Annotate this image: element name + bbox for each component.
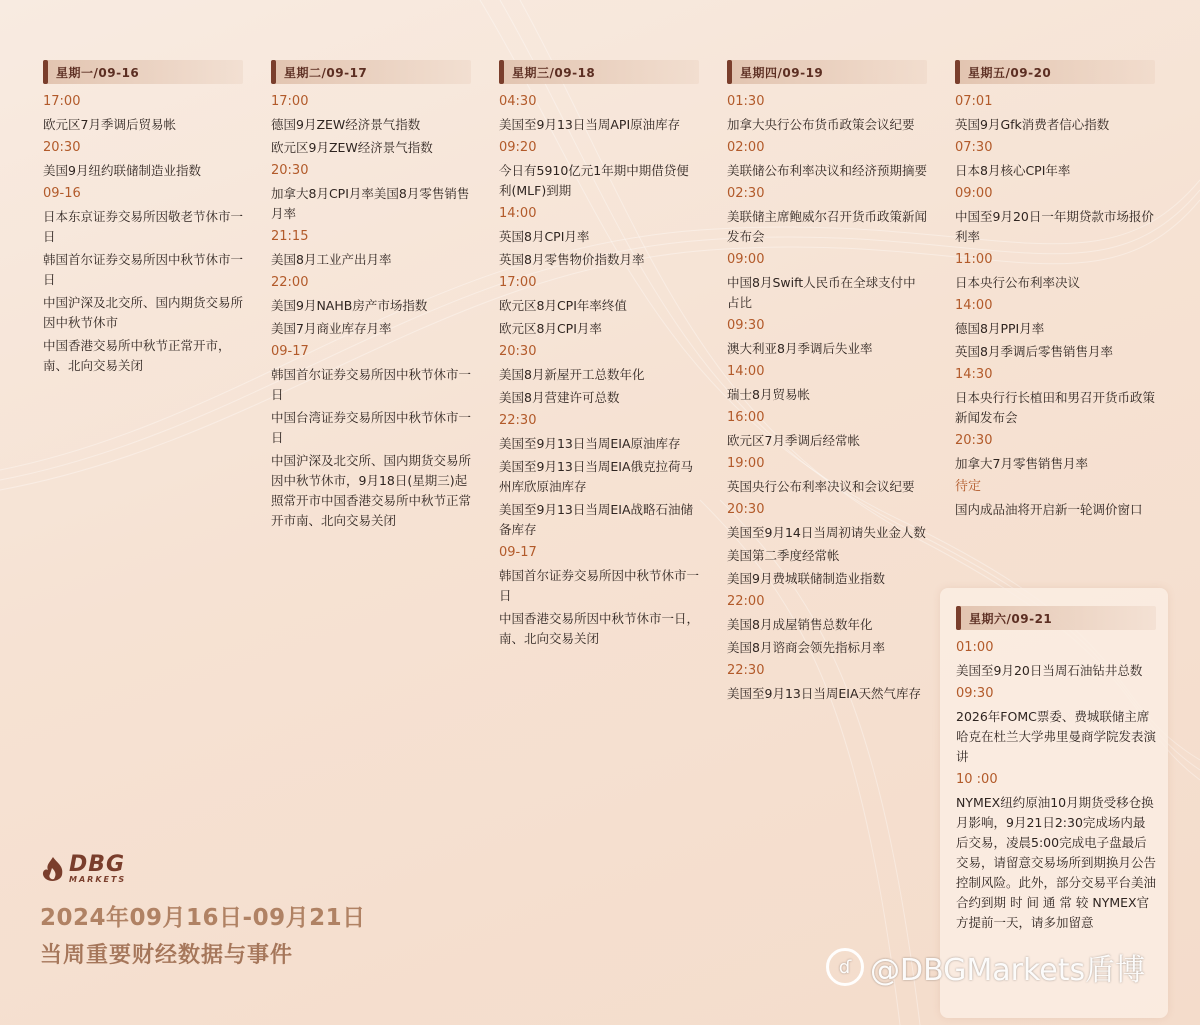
event-item: 欧元区7月季调后经常帐 [727,433,860,448]
event-item: 加拿大7月零售销售月率 [955,456,1088,471]
day-header [955,60,1155,84]
event-item: 中国8月Swift人民币在全球支付中占比 [727,275,916,310]
header-accent-bar [499,60,504,84]
event-time: 20:30 [43,140,81,155]
flame-icon [40,856,66,884]
event-item: 英国9月Gfk消费者信心指数 [955,117,1110,132]
day-label: 星期三/09-18 [512,65,596,80]
event-time: 16:00 [727,410,765,425]
event-item: 英国8月CPI月率 [499,229,590,244]
event-item: 日本央行公布利率决议 [955,275,1081,290]
event-item: NYMEX纽约原油10月期货受移仓换月影响，9月21日2:30完成场内最后交易，凌晨5:00完成电子盘最后交易，请留意交易场所到期换月公告控制风险。此外，部分交易平台美油合约到期 时 间 通 常 较 NYMEX官方提前一天，请多加留意 [956,795,1157,930]
entries [499,92,699,649]
event-time: 09-16 [43,186,81,201]
event-item: 德国9月ZEW经济景气指数 [271,117,421,132]
event-item: 中国至9月20日一年期贷款市场报价利率 [955,209,1154,244]
header-accent-bar [271,60,276,84]
event-time: 10 :00 [956,772,998,787]
event-item: 美国8月工业产出月率 [271,252,392,267]
event-item: 英国8月季调后零售销售月率 [955,344,1113,359]
header-accent-bar [956,606,961,630]
event-time: 17:00 [271,94,309,109]
day-column-friday [955,60,1155,520]
watermark-text: @DBGMarkets盾博 [870,953,1146,988]
entries [956,638,1156,933]
event-item: 欧元区7月季调后贸易帐 [43,117,176,132]
event-item: 瑞士8月贸易帐 [727,387,810,402]
event-time: 20:30 [955,433,993,448]
day-header [727,60,927,84]
event-item: 英国央行公布利率决议和会议纪要 [727,479,915,494]
event-time: 07:30 [955,140,993,155]
header-accent-bar [43,60,48,84]
event-time: 01:30 [727,94,765,109]
day-label: 星期五/09-20 [968,65,1052,80]
event-item: 美国至9月13日当周EIA俄克拉荷马州库欣原油库存 [499,459,693,494]
event-item: 欧元区8月CPI月率 [499,321,602,336]
day-header [271,60,471,84]
event-item: 国内成品油将开启新一轮调价窗口 [955,502,1143,517]
event-time: 11:00 [955,252,993,267]
event-item: 美国至9月13日当周API原油库存 [499,117,681,132]
day-column-monday [43,60,243,376]
event-item: 美国9月纽约联储制造业指数 [43,163,201,178]
event-item: 澳大利亚8月季调后失业率 [727,341,873,356]
event-time: 19:00 [727,456,765,471]
event-time: 09:30 [727,318,765,333]
weibo-icon: ɗ [826,948,864,986]
day-header [956,606,1156,630]
event-time: 14:30 [955,367,993,382]
event-item: 今日有5910亿元1年期中期借贷便利(MLF)到期 [499,163,689,198]
entries [271,92,471,531]
event-time: 22:30 [727,663,765,678]
event-time: 09:00 [727,252,765,267]
event-item: 中国台湾证券交易所因中秋节休市一日 [271,410,472,445]
event-item: 美国至9月13日当周EIA原油库存 [499,436,681,451]
event-time: 22:00 [271,275,309,290]
event-item: 加拿大央行公布货币政策会议纪要 [727,117,915,132]
header-accent-bar [955,60,960,84]
event-item: 日本东京证券交易所因敬老节休市一日 [43,209,244,244]
day-column-tuesday [271,60,471,531]
event-time: 09:30 [956,686,994,701]
event-item: 德国8月PPI月率 [955,321,1045,336]
event-item: 美国至9月13日当周EIA天然气库存 [727,686,921,701]
event-time: 09:00 [955,186,993,201]
event-item: 韩国首尔证券交易所因中秋节休市一日 [43,252,244,287]
event-item: 中国沪深及北交所、国内期货交易所因中秋节休市，9月18日(星期三)起照常开市中国香港交易所中秋节正常开市南、北向交易关闭 [271,453,472,528]
event-item: 美国9月NAHB房产市场指数 [271,298,428,313]
event-time: 09-17 [499,545,537,560]
event-time: 01:00 [956,640,994,655]
event-item: 美国8月谘商会领先指标月率 [727,640,885,655]
day-column-thursday [727,60,927,704]
event-item: 中国香港交易所中秋节正常开市，南、北向交易关闭 [43,338,231,373]
day-label: 星期二/09-17 [284,65,368,80]
event-time: 02:30 [727,186,765,201]
day-label: 星期六/09-21 [969,611,1053,626]
day-header [43,60,243,84]
event-item: 日本央行行长植田和男召开货币政策新闻发布会 [955,390,1156,425]
day-label: 星期一/09-16 [56,65,140,80]
event-time: 14:00 [499,206,537,221]
logo-sub-text: MARKETS [69,875,127,884]
event-time: 04:30 [499,94,537,109]
event-time: 20:30 [727,502,765,517]
event-time: 20:30 [271,163,309,178]
event-time: 09:20 [499,140,537,155]
event-item: 韩国首尔证券交易所因中秋节休市一日 [499,568,700,603]
event-time: 22:30 [499,413,537,428]
watermark [826,945,1145,989]
event-item: 美国9月费城联储制造业指数 [727,571,885,586]
dbg-logo [40,852,366,885]
day-column-wednesday [499,60,699,649]
event-item: 2026年FOMC票委、费城联储主席哈克在杜兰大学弗里曼商学院发表演讲 [956,709,1157,764]
day-header [499,60,699,84]
event-item: 欧元区8月CPI年率终值 [499,298,627,313]
event-time: 14:00 [955,298,993,313]
event-time: 02:00 [727,140,765,155]
event-item: 欧元区9月ZEW经济景气指数 [271,140,433,155]
date-range: 2024年09月16日-09月21日 [40,905,366,931]
event-item: 美国至9月13日当周EIA战略石油储备库存 [499,502,693,537]
event-item: 美国至9月14日当周初请失业金人数 [727,525,926,540]
event-time: 07:01 [955,94,993,109]
event-item: 中国香港交易所因中秋节休市一日，南、北向交易关闭 [499,611,700,646]
event-time: 21:15 [271,229,309,244]
event-time: 待定 [955,479,982,494]
event-item: 中国沪深及北交所、国内期货交易所因中秋节休市 [43,295,244,330]
event-time: 20:30 [499,344,537,359]
brand-block [40,852,366,969]
event-item: 美联储主席鲍威尔召开货币政策新闻发布会 [727,209,928,244]
header-accent-bar [727,60,732,84]
event-time: 14:00 [727,364,765,379]
page-subtitle: 当周重要财经数据与事件 [40,943,294,968]
event-item: 美国第二季度经常帐 [727,548,840,563]
event-time: 22:00 [727,594,765,609]
event-time: 17:00 [499,275,537,290]
event-item: 美国8月新屋开工总数年化 [499,367,645,382]
event-item: 加拿大8月CPI月率美国8月零售销售月率 [271,186,470,221]
event-item: 日本8月核心CPI年率 [955,163,1071,178]
logo-main-text: DBG [69,852,126,877]
event-item: 美国7月商业库存月率 [271,321,392,336]
entries [43,92,243,376]
event-item: 美国8月成屋销售总数年化 [727,617,873,632]
entries [955,92,1155,520]
event-item: 韩国首尔证券交易所因中秋节休市一日 [271,367,472,402]
event-item: 美国至9月20日当周石油钻井总数 [956,663,1143,678]
entries [727,92,927,704]
event-item: 美联储公布利率决议和经济预期摘要 [727,163,928,178]
event-time: 09-17 [271,344,309,359]
event-item: 英国8月零售物价指数月率 [499,252,645,267]
day-label: 星期四/09-19 [740,65,824,80]
event-item: 美国8月营建许可总数 [499,390,620,405]
event-time: 17:00 [43,94,81,109]
